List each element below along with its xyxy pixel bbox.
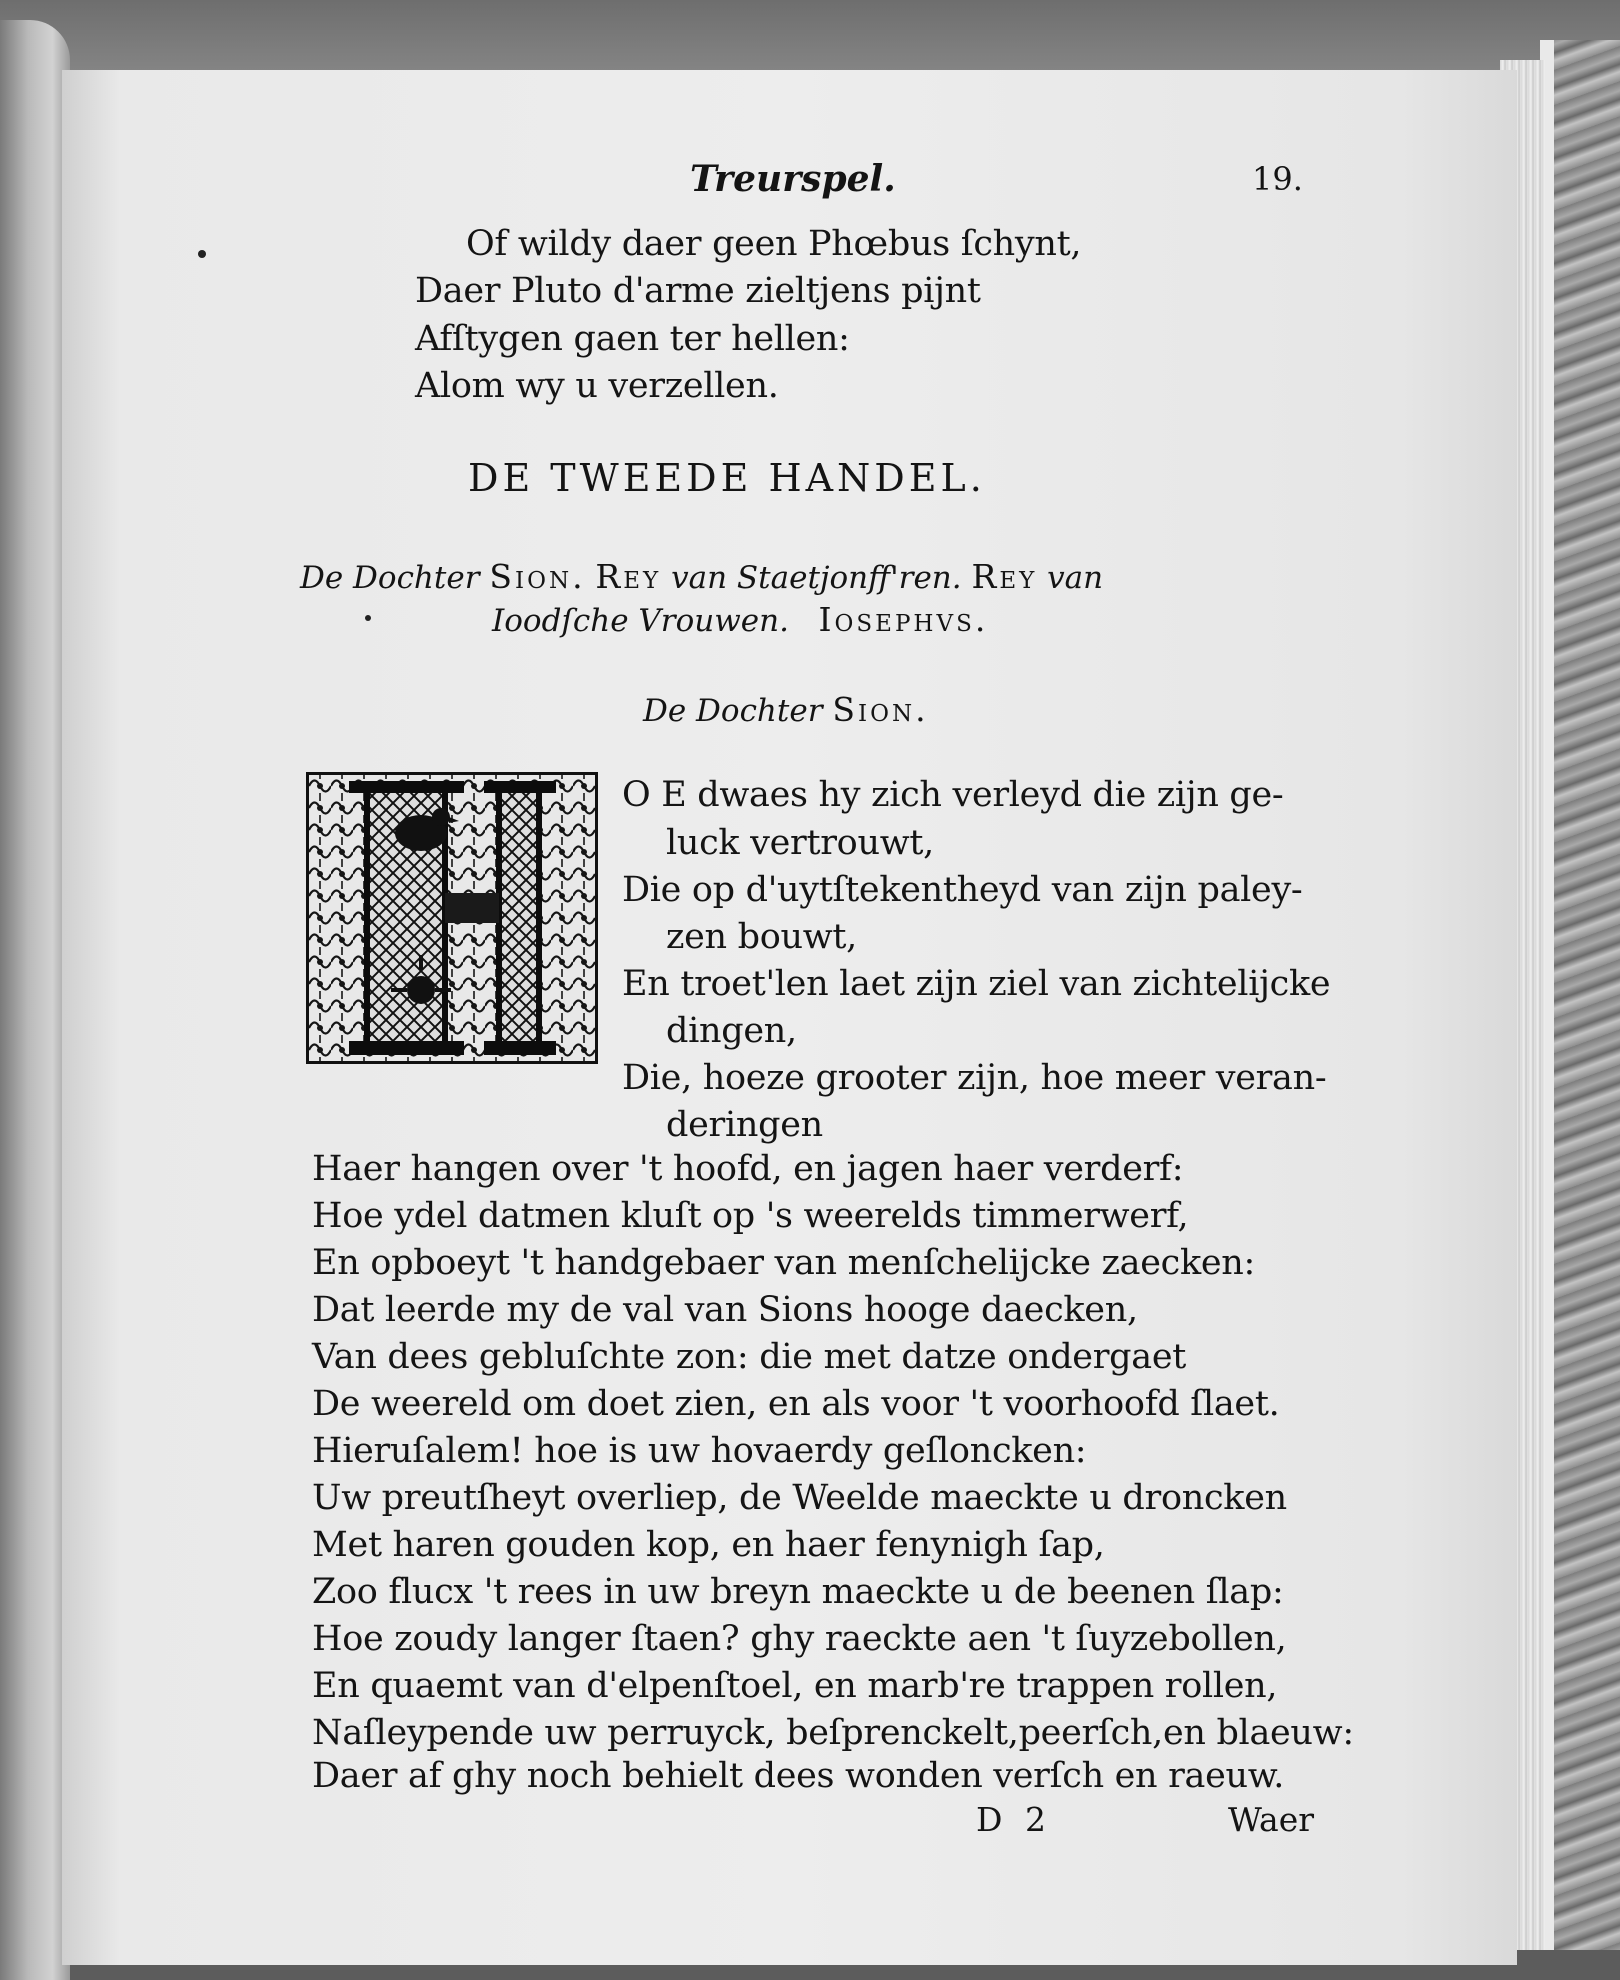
cast-list-line	[300, 557, 1103, 596]
catchword: Waer	[1228, 1800, 1315, 1839]
verse-line: De weereld om doet zien, en als voor 't voorhoofd ſlaet.	[312, 1384, 1280, 1424]
cast-text: De Dochter	[300, 560, 480, 596]
cast-list-line	[492, 600, 988, 639]
chorus-line: Afſtygen gaen ter hellen:	[415, 319, 850, 359]
verse-line: Met haren gouden kop, en haer fenynigh ſap,	[312, 1525, 1105, 1565]
verse-line: En quaemt van d'elpenſtoel, en marb're trappen rollen,	[312, 1666, 1278, 1706]
verse-line: Zoo flucx 't rees in uw breyn maeckte u de beenen ſlap:	[312, 1572, 1284, 1612]
cast-name: Iosephvs.	[818, 600, 989, 639]
verse-line: En opboeyt 't handgebaer van menſchelijcke zaecken:	[312, 1243, 1255, 1283]
speaker-name: Sion.	[832, 690, 929, 729]
page-number: 19.	[1252, 160, 1303, 198]
speaker-heading	[643, 690, 929, 729]
verse-line: luck vertrouwt,	[666, 823, 934, 863]
left-page-edge	[0, 20, 70, 1980]
verse-line: dingen,	[666, 1011, 797, 1051]
cast-text: van Staetjonff'ren.	[671, 560, 962, 596]
decorated-initial	[306, 772, 598, 1064]
cast-name: Rey	[971, 557, 1038, 596]
running-title: Treurspel.	[690, 158, 896, 200]
verse-line: zen bouwt,	[666, 917, 857, 957]
cast-text: Ioodſche Vrouwen.	[492, 603, 789, 639]
verse-line: Die op d'uytſtekentheyd van zijn paley-	[622, 870, 1303, 910]
verse-line: O E dwaes hy zich verleyd die zijn ge-	[622, 775, 1284, 815]
verse-line: Die, hoeze grooter zijn, hoe meer veran-	[622, 1058, 1327, 1098]
cast-name: Rey	[595, 557, 662, 596]
verse-line: Hoe zoudy langer ſtaen? ghy raeckte aen 't ſuyzebollen,	[312, 1619, 1287, 1659]
verse-line: Dat leerde my de val van Sions hooge daecken,	[312, 1290, 1138, 1330]
ink-speck	[365, 615, 371, 621]
verse-line: Naſleypende uw perruyck, beſprenckelt,peerſch,en blaeuw:	[312, 1713, 1354, 1753]
verse-line: Uw preutſheyt overliep, de Weelde maeckte u droncken	[312, 1478, 1287, 1518]
ink-speck	[198, 250, 206, 258]
verse-line: Hoe ydel datmen kluſt op 's weerelds timmerwerf,	[312, 1196, 1189, 1236]
signature-mark: D 2	[976, 1800, 1052, 1839]
chorus-line: Of wildy daer geen Phœbus ſchynt,	[466, 224, 1082, 264]
chorus-line: Daer Pluto d'arme zieltjens pijnt	[415, 271, 981, 311]
cast-name: Sion.	[489, 557, 586, 596]
verse-line: Hieruſalem! hoe is uw hovaerdy geſloncken:	[312, 1431, 1087, 1471]
verse-line: Daer af ghy noch behielt dees wonden verſch en raeuw.	[312, 1756, 1285, 1796]
verse-line: deringen	[666, 1105, 823, 1145]
speaker-text: De Dochter	[643, 693, 823, 729]
initial-ornament-icon	[309, 775, 595, 1061]
chorus-line: Alom wy u verzellen.	[415, 366, 779, 406]
verse-line: Van dees gebluſchte zon: die met datze ondergaet	[312, 1337, 1186, 1377]
act-heading: DE TWEEDE HANDEL.	[468, 456, 986, 500]
verse-line: En troet'len laet zijn ziel van zichtelijcke	[622, 964, 1331, 1004]
cast-text: van	[1047, 560, 1104, 596]
verse-line: Haer hangen over 't hoofd, en jagen haer verderf:	[312, 1149, 1184, 1189]
